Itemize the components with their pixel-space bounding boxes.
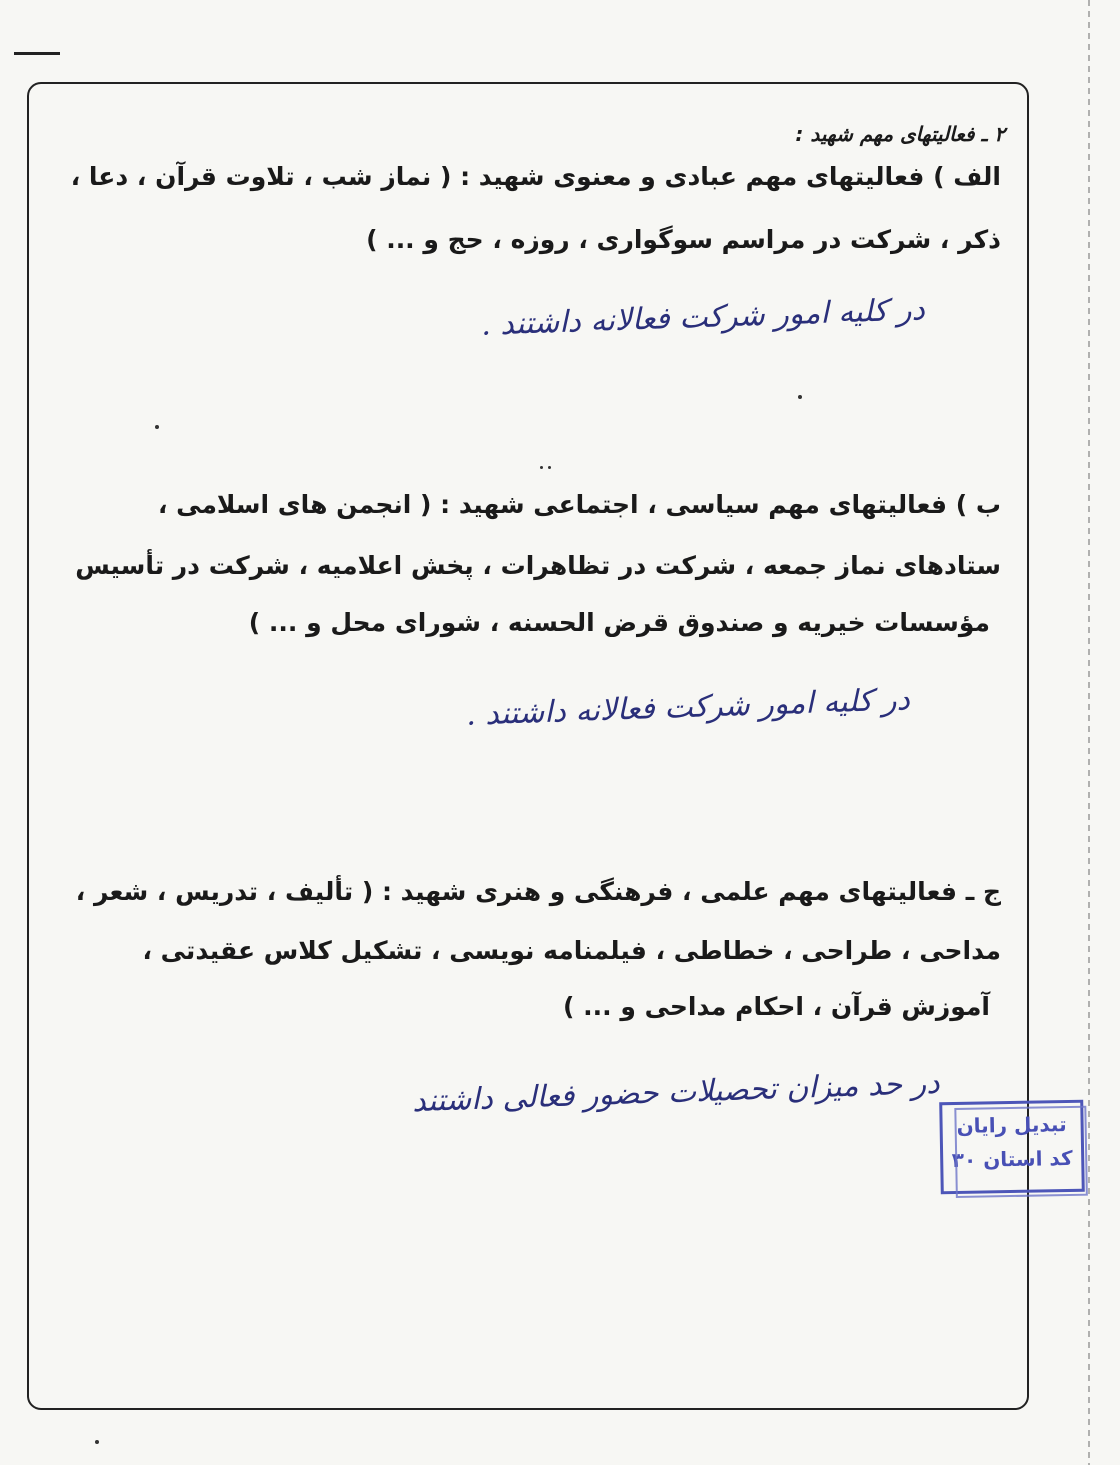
part-b-line-2: ستادهای نماز جمعه ، شرکت در تظاهرات ، پخش اعلامیه ، شرکت در تأسیس: [75, 551, 1001, 580]
handwritten-note-c: در حد میزان تحصیلات حضور فعالی داشتند: [411, 1065, 941, 1120]
scan-speck: [798, 395, 802, 399]
stamp-line-1: تبدیل رایان: [956, 1112, 1067, 1138]
scan-speck: [548, 466, 551, 469]
part-c-line-2: مداحی ، طراحی ، خطاطی ، فیلمنامه نویسی ، تشکیل کلاس عقیدتی ،: [142, 936, 1001, 965]
scan-speck: [155, 425, 159, 429]
handwritten-note-a: در کلیه امور شرکت فعالانه داشتند .: [480, 292, 926, 343]
part-a-line-1: الف ) فعالیتهای مهم عبادی و معنوی شهید : ( نماز شب ، تلاوت قرآن ، دعا ،: [70, 162, 1001, 191]
stamp-line-2: کد استان ۳۰: [951, 1145, 1073, 1173]
part-b-line-3: مؤسسات خیریه و صندوق قرض الحسنه ، شورای محل و ... ): [248, 608, 990, 637]
section-heading: ۲ ـ فعالیتهای مهم شهید :: [795, 122, 1005, 146]
scan-speck: [540, 466, 543, 469]
document-frame: [27, 82, 1029, 1410]
part-b-line-1: ب ) فعالیتهای مهم سیاسی ، اجتماعی شهید : ( انجمن های اسلامی ،: [157, 490, 1001, 519]
part-c-line-1: ج ـ فعالیتهای مهم علمی ، فرهنگی و هنری شهید : ( تألیف ، تدریس ، شعر ،: [75, 877, 1001, 906]
scan-edge-mark: [14, 52, 60, 55]
ink-stamp: [939, 1100, 1085, 1194]
scan-speck: [95, 1440, 99, 1444]
scan-right-rule: [1088, 0, 1090, 1465]
part-c-line-3: آموزش قرآن ، احکام مداحی و ... ): [563, 992, 990, 1021]
handwritten-note-b: در کلیه امور شرکت فعالانه داشتند .: [465, 682, 911, 733]
part-a-line-2: ذکر ، شرکت در مراسم سوگواری ، روزه ، حج و ... ): [366, 225, 1001, 254]
